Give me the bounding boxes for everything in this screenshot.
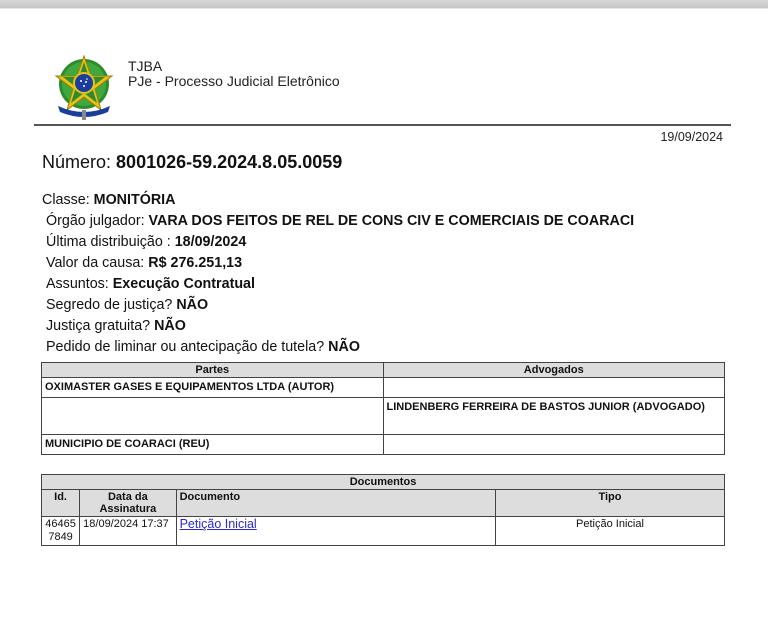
table-row (42, 435, 725, 455)
brazil-coat-of-arms-icon (50, 52, 118, 122)
advogado-cell: LINDENBERG FERREIRA DE BASTOS JUNIOR (ADVOGADO) (383, 398, 725, 435)
organization-info (128, 59, 340, 89)
field-assuntos (42, 274, 634, 295)
header-divider (34, 124, 731, 126)
process-fields (42, 190, 634, 358)
field-label: Assuntos: (46, 276, 113, 292)
table-title-row (42, 475, 725, 490)
process-number (42, 152, 342, 173)
field-value: NÃO (176, 297, 209, 313)
field-pedido-liminar (42, 337, 634, 358)
table-header-row (42, 363, 725, 378)
field-label: Valor da causa: (46, 255, 149, 271)
field-valor-causa (42, 253, 634, 274)
parte-cell (42, 398, 384, 435)
document-date-cell: 18/09/2024 17:37 (80, 517, 176, 546)
field-value: 18/09/2024 (174, 234, 247, 250)
documentos-title: Documentos (42, 475, 725, 490)
document-name-cell (176, 517, 495, 546)
partes-table (41, 362, 725, 455)
process-number-value: 8001026-59.2024.8.05.0059 (116, 152, 343, 172)
field-value: MONITÓRIA (93, 192, 176, 208)
document-type-cell: Petição Inicial (495, 517, 724, 546)
field-classe (42, 190, 634, 211)
field-label: Órgão julgador: (46, 213, 149, 229)
top-edge-bar (0, 0, 768, 9)
parte-cell: MUNICIPIO DE COARACI (REU) (42, 435, 384, 455)
page-header (50, 52, 740, 124)
parte-cell: OXIMASTER GASES E EQUIPAMENTOS LTDA (AUTOR) (42, 378, 384, 398)
field-value: VARA DOS FEITOS DE REL DE CONS CIV E COMERCIAIS DE COARACI (148, 213, 635, 229)
table-row (42, 517, 725, 546)
system-name: PJe - Processo Judicial Eletrônico (128, 73, 340, 89)
column-header-id: Id. (42, 490, 80, 517)
column-header-tipo: Tipo (495, 490, 724, 517)
field-value: NÃO (328, 339, 360, 355)
process-number-label: Número: (42, 152, 112, 172)
column-header-data-assinatura: Data da Assinatura (80, 490, 176, 517)
field-orgao-julgador (42, 211, 634, 232)
table-row (42, 378, 725, 398)
advogado-cell (383, 378, 725, 398)
advogado-cell (383, 435, 725, 455)
column-header-advogados: Advogados (383, 363, 725, 378)
document-id-cell: 464657849 (42, 517, 80, 546)
documentos-table (41, 474, 725, 546)
report-date: 19/09/2024 (660, 130, 723, 144)
field-value: NÃO (154, 318, 186, 334)
field-justica-gratuita (42, 316, 634, 337)
field-segredo-justica (42, 295, 634, 316)
table-header-row (42, 490, 725, 517)
field-label: Pedido de liminar ou antecipação de tutela? (46, 339, 329, 355)
document-link[interactable]: Petição Inicial (179, 517, 257, 531)
field-label: Última distribuição : (46, 234, 175, 250)
field-label: Classe: (42, 192, 94, 208)
tribunal-name: TJBA (128, 58, 163, 74)
field-label: Segredo de justiça? (46, 297, 177, 313)
field-label: Justiça gratuita? (46, 318, 155, 334)
table-row (42, 398, 725, 435)
column-header-partes: Partes (42, 363, 384, 378)
field-value: R$ 276.251,13 (148, 255, 243, 271)
column-header-documento: Documento (176, 490, 495, 517)
field-ultima-distribuicao (42, 232, 634, 253)
field-value: Execução Contratual (112, 276, 255, 292)
